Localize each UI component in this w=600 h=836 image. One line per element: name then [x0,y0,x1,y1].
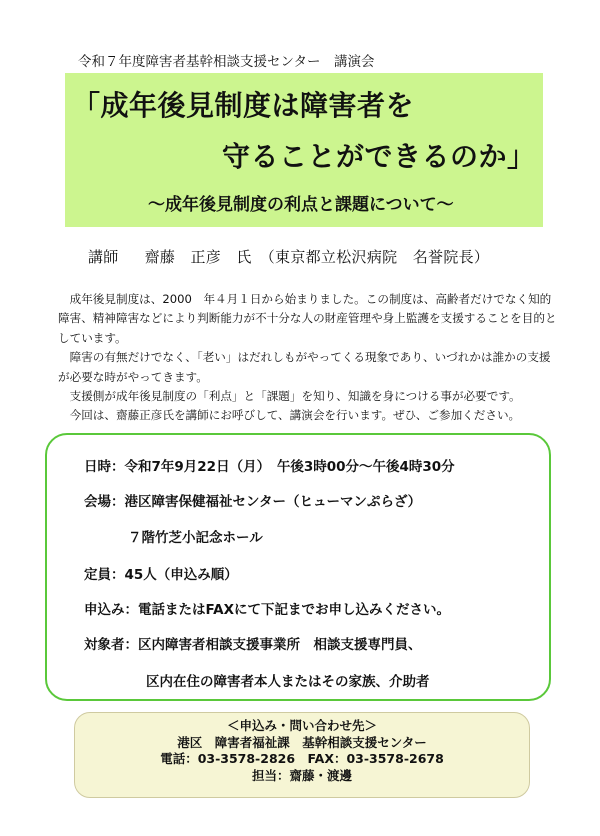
title-line-2: 守ることができるのか」 [222,140,536,173]
title-line-1: 「成年後見制度は障害者を [72,89,415,122]
intro-paragraph: 支援側が成年後見制度の「利点」と「課題」を知り、知識を身につける事が必要です。 [69,389,521,404]
event-venue-hall: ７階竹芝小記念ホール [128,530,263,546]
event-venue: 会場：港区障害保健福祉センター（ヒューマンぷらざ） [84,494,422,510]
event-target-continued: 区内在住の障害者本人またはその家族、介助者 [146,674,430,690]
lecturer-affiliation: （東京都立松沢病院 名誉院長） [259,248,490,266]
intro-paragraph: 成年後見制度は、2000 年４月１日から始まりました。この制度は、高齢者だけでなく知的障害、精神障害などにより判断能力が不十分な人の財産管理や身上監護を支援することを目的としています。 [58,292,557,345]
intro-paragraph: 今回は、齋藤正彦氏を講師にお呼びして、講演会を行います。ぜひ、ご参加ください。 [69,408,521,423]
contact-phone-fax: 電話：03-3578-2826 FAX：03-3578-2678 [160,751,444,766]
lecturer-line [88,246,489,267]
contact-department: 港区 障害者福祉課 基幹相談支援センター [177,734,427,750]
organizer-line: 令和７年度障害者基幹相談支援センター 講演会 [78,54,375,70]
event-datetime: 日時：令和7年9月22日（月） 午後3時00分～午後4時30分 [84,459,455,475]
event-target: 対象者：区内障害者相談支援事業所 相談支援専門員、 [84,637,422,653]
event-capacity: 定員：45人（申込み順） [84,567,238,583]
event-application: 申込み：電話またはFAXにて下記までお申し込みください。 [84,602,451,618]
contact-staff: 担当：齋藤・渡邊 [251,767,352,783]
intro-paragraph: 障害の有無だけでなく、「老い」はだれしもがやってくる現象であり、いづれかは誰かの支援が必要な時がやってきます。 [58,350,551,384]
lecturer-name: 齋藤 正彦 氏 [144,248,252,266]
contact-box [74,712,530,798]
lecturer-role: 講師 [88,248,119,266]
subtitle: ～成年後見制度の利点と課題について～ [148,195,454,215]
intro-text [58,290,558,426]
contact-heading: ＜申込み・問い合わせ先＞ [226,718,377,733]
